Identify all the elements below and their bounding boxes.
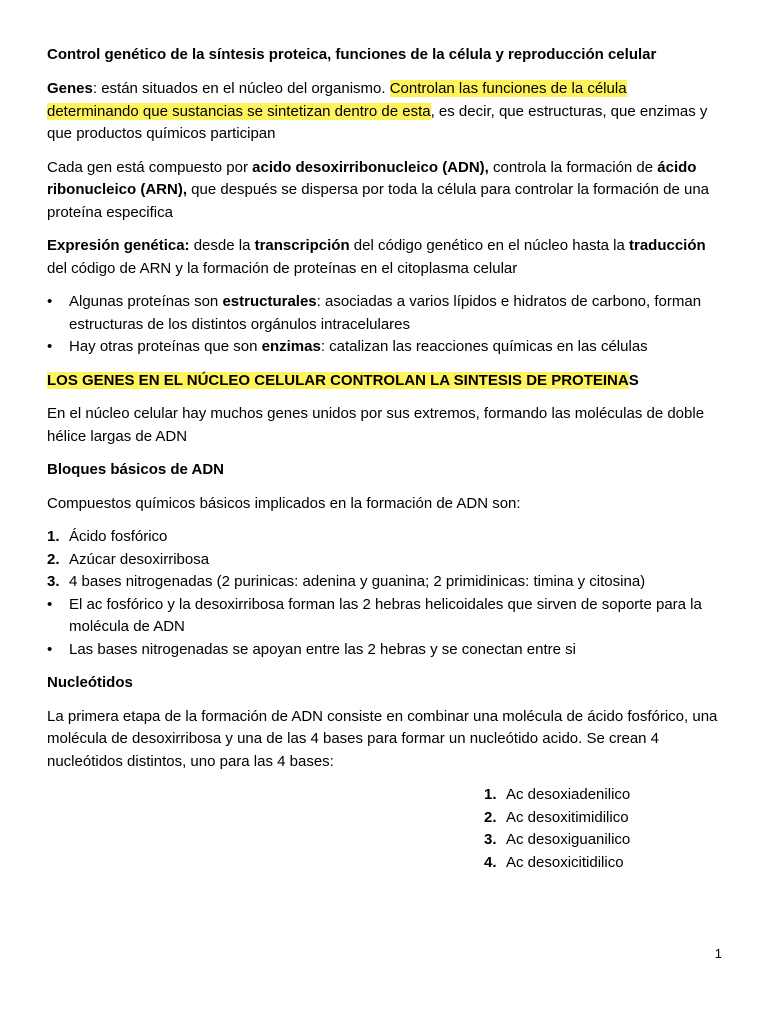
compuestos-paragraph: Compuestos químicos básicos implicados en la formación de ADN son:: [47, 494, 521, 512]
expresion-text-1: desde la: [189, 237, 255, 254]
list-item-number: 2.: [47, 550, 60, 568]
list-item-bold: estructurales: [222, 293, 317, 310]
list-item: [47, 571, 722, 594]
list-item: [47, 291, 722, 336]
list-item: • Las bases nitrogenadas se apoyan entre las 2 hebras y se conectan entre si: [47, 639, 722, 662]
list-item-number: 1.: [47, 528, 60, 545]
cada-gen-text-3: que después se dispersa por toda la célula para controlar la formación de una proteína especifica: [47, 181, 710, 221]
list-item-text: Algunas proteínas son: [69, 293, 223, 310]
cada-gen-bold-1: acido desoxirribonucleico (ADN),: [252, 158, 489, 176]
list-item: [47, 336, 722, 359]
expresion-bold-1: transcripción: [254, 237, 350, 254]
list-item-text: Ac desoxiadenilico: [506, 786, 631, 803]
list-item-number: 4.: [484, 853, 497, 871]
expresion-paragraph: [47, 235, 722, 280]
genes-highlight: Controlan las funciones de la célula determinando que sustancias se sintetizan dentro de esta: [47, 80, 627, 120]
document-title: Control genético de la síntesis proteica, funciones de la célula y reproducción celular: [47, 46, 657, 63]
list-item-text: Ácido fosfórico: [69, 528, 168, 545]
list-item-text: Azúcar desoxirribosa: [69, 550, 210, 568]
page-number: 1: [714, 946, 722, 961]
list-item-text: 4 bases nitrogenadas (2 purinicas: adenina y guanina; 2 primidinicas: timina y citosina): [69, 573, 646, 590]
list-item: [484, 852, 722, 875]
cada-gen-text-1: Cada gen está compuesto por: [47, 158, 253, 176]
list-item-number: 2.: [484, 808, 497, 826]
section-heading-highlight: LOS GENES EN EL NÚCLEO CELULAR CONTROLAN LA SINTESIS DE PROTEINA: [47, 371, 629, 389]
bloques-title: Bloques básicos de ADN: [47, 461, 224, 478]
nucleotidos-title: Nucleótidos: [47, 674, 133, 691]
nucleo-paragraph: En el núcleo celular hay muchos genes unidos por sus extremos, formando las moléculas de doble hélice largas de ADN: [47, 405, 705, 445]
nucleotidos-numbered-list: [484, 784, 722, 874]
expresion-text-3: del código de ARN y la formación de proteínas en el citoplasma celular: [47, 259, 518, 277]
list-item-text: : catalizan las reacciones químicas en las células: [320, 338, 648, 355]
list-item-text: Ac desoxitimidilico: [506, 808, 629, 826]
list-item: • El ac fosfórico y la desoxirribosa forman las 2 hebras helicoidales que sirven de soporte para la molécula de ADN: [47, 594, 722, 639]
list-item-text: Hay otras proteínas que son: [69, 338, 262, 355]
expresion-label: Expresión genética:: [47, 237, 190, 254]
list-item: [47, 526, 722, 549]
nucleotidos-paragraph: La primera etapa de la formación de ADN consiste en combinar una molécula de ácido fosfórico, una molécula de desoxirribosa y una de las 4 bases para formar un nucleótido acido. Se crean 4 nucleótidos distintos, uno para las 4 bases:: [47, 707, 718, 770]
proteinas-bullet-list: [47, 291, 722, 359]
list-item: [484, 807, 722, 830]
section-heading-tail: S: [628, 371, 639, 389]
expresion-bold-2: traducción: [629, 237, 706, 254]
list-item-text: : asociadas a varios lípidos e hidratos de carbono, forman estructuras de los distintos orgánulos intracelulares: [69, 293, 702, 333]
list-item-text: Ac desoxiguanilico: [506, 831, 631, 848]
list-item-number: 3.: [47, 573, 60, 590]
genes-text-2: , es decir, que estructuras, que enzimas y que productos químicos participan: [47, 102, 708, 142]
list-item-bold: enzimas: [261, 338, 321, 355]
genes-label: Genes: [47, 80, 93, 97]
compuestos-numbered-list: [47, 526, 722, 594]
genes-text-1: : están situados en el núcleo del organismo.: [92, 80, 390, 97]
compuestos-bullet-list: [47, 594, 722, 662]
genes-paragraph: [47, 78, 722, 146]
list-item-number: 1.: [484, 786, 497, 803]
cada-gen-text-2: controla la formación de: [488, 158, 658, 176]
list-item: [484, 829, 722, 852]
list-item-text: Ac desoxicitidilico: [506, 853, 624, 871]
cada-gen-bold-2: ácido ribonucleico (ARN),: [47, 158, 697, 198]
expresion-text-2: del código genético en el núcleo hasta la: [349, 237, 629, 254]
list-item-number: 3.: [484, 831, 497, 848]
list-item: [47, 549, 722, 572]
list-item: [484, 784, 722, 807]
cada-gen-paragraph: [47, 157, 722, 225]
section-heading: [47, 370, 722, 393]
